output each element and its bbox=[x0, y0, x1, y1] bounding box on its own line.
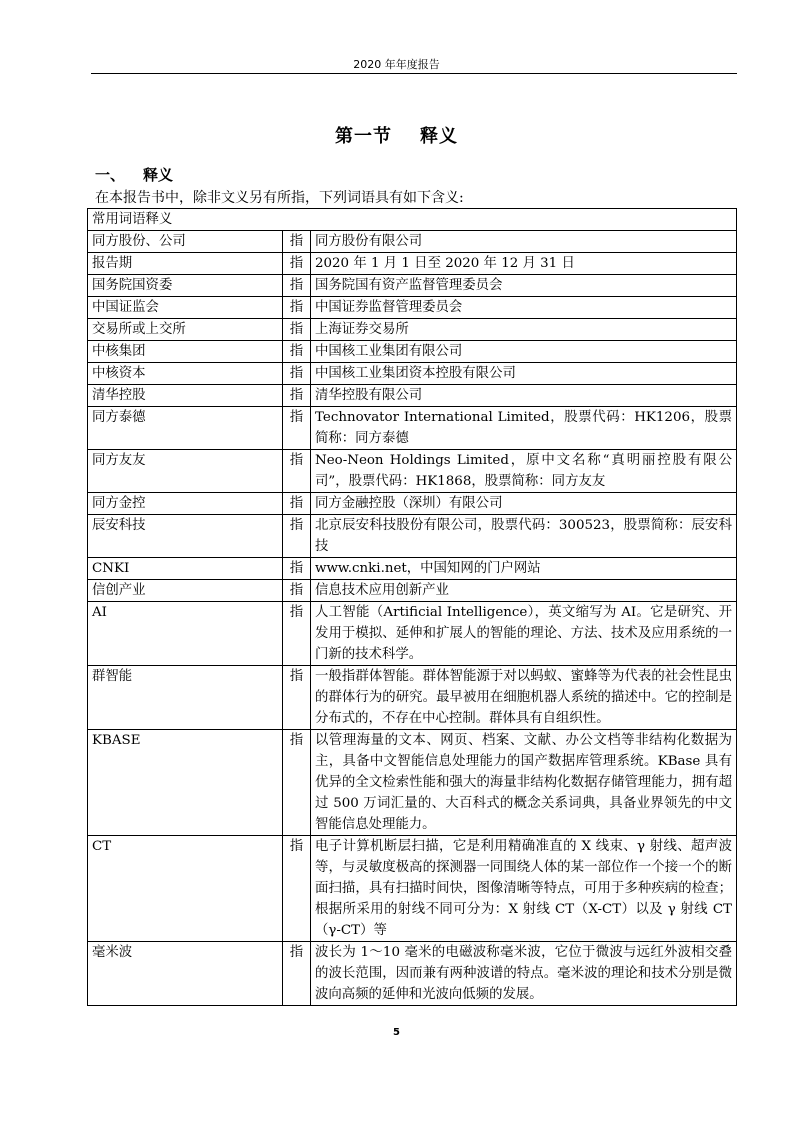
ref-cell: 指 bbox=[283, 558, 311, 580]
table-row bbox=[88, 942, 737, 1006]
table-row bbox=[88, 297, 737, 319]
table-row bbox=[88, 730, 737, 836]
table-row bbox=[88, 836, 737, 942]
table-row bbox=[88, 450, 737, 493]
ref-cell: 指 bbox=[283, 253, 311, 275]
term-cell: 同方金控 bbox=[88, 493, 283, 515]
table-row bbox=[88, 580, 737, 602]
section-name: 释义 bbox=[420, 126, 458, 147]
ref-cell: 指 bbox=[283, 319, 311, 341]
subsection-number: 一、 bbox=[95, 166, 126, 184]
table-row bbox=[88, 231, 737, 253]
ref-cell: 指 bbox=[283, 580, 311, 602]
ref-cell: 指 bbox=[283, 363, 311, 385]
term-cell: KBASE bbox=[88, 730, 283, 836]
term-cell: 群智能 bbox=[88, 666, 283, 730]
term-cell: 同方股份、公司 bbox=[88, 231, 283, 253]
meaning-cell: 2020 年 1 月 1 日至 2020 年 12 月 31 日 bbox=[311, 253, 737, 275]
table-row bbox=[88, 558, 737, 580]
meaning-cell: 中国核工业集团有限公司 bbox=[311, 341, 737, 363]
definitions-table bbox=[87, 208, 737, 1006]
table-row bbox=[88, 385, 737, 407]
section-number: 第一节 bbox=[335, 126, 392, 147]
ref-cell: 指 bbox=[283, 297, 311, 319]
meaning-cell: 波长为 1～10 毫米的电磁波称毫米波，它位于微波与远红外波相交叠的波长范围，因而兼有两种波谱的特点。毫米波的理论和技术分别是微波向高频的延伸和光波向低频的发展。 bbox=[311, 942, 737, 1006]
ref-cell: 指 bbox=[283, 602, 311, 666]
ref-cell: 指 bbox=[283, 515, 311, 558]
meaning-cell: 以管理海量的文本、网页、档案、文献、办公文档等非结构化数据为主，具备中文智能信息处理能力的国产数据库管理系统。KBase 具有优异的全文检索性能和强大的海量非结构化数据存储管理能力，拥有超过 500 万词汇量的、大百科式的概念关系词典，具备业界领先的中文智能信息处理能力。 bbox=[311, 730, 737, 836]
page-header-title: 2020 年年度报告 bbox=[353, 58, 440, 71]
meaning-cell: Technovator International Limited，股票代码：HK1206，股票简称：同方泰德 bbox=[311, 407, 737, 450]
term-cell: 报告期 bbox=[88, 253, 283, 275]
table-row bbox=[88, 602, 737, 666]
meaning-cell: 人工智能（Artificial Intelligence），英文缩写为 AI。它是研究、开发用于模拟、延伸和扩展人的智能的理论、方法、技术及应用系统的一门新的技术科学。 bbox=[311, 602, 737, 666]
meaning-cell: Neo-Neon Holdings Limited，原中文名称“真明丽控股有限公司”，股票代码：HK1868，股票简称：同方友友 bbox=[311, 450, 737, 493]
table-row bbox=[88, 515, 737, 558]
term-cell: 中核集团 bbox=[88, 341, 283, 363]
ref-cell: 指 bbox=[283, 493, 311, 515]
table-row bbox=[88, 275, 737, 297]
meaning-cell: 国务院国有资产监督管理委员会 bbox=[311, 275, 737, 297]
meaning-cell: 电子计算机断层扫描，它是利用精确准直的 X 线束、γ 射线、超声波等，与灵敏度极高的探测器一同围绕人体的某一部位作一个接一个的断面扫描，具有扫描时间快，图像清晰等特点，可用于多种疾病的检查；根据所采用的射线不同可分为：X 射线 CT（X-CT）以及 γ 射线 CT（γ-CT）等 bbox=[311, 836, 737, 942]
meaning-cell: 上海证券交易所 bbox=[311, 319, 737, 341]
page-number: 5 bbox=[393, 1027, 400, 1038]
table-row bbox=[88, 666, 737, 730]
meaning-cell: 同方股份有限公司 bbox=[311, 231, 737, 253]
meaning-cell: 中国证券监督管理委员会 bbox=[311, 297, 737, 319]
ref-cell: 指 bbox=[283, 666, 311, 730]
meaning-cell: 中国核工业集团资本控股有限公司 bbox=[311, 363, 737, 385]
term-cell: 同方泰德 bbox=[88, 407, 283, 450]
meaning-cell: 一般指群体智能。群体智能源于对以蚂蚁、蜜蜂等为代表的社会性昆虫的群体行为的研究。最早被用在细胞机器人系统的描述中。它的控制是分布式的，不存在中心控制。群体具有自组织性。 bbox=[311, 666, 737, 730]
subsection-heading bbox=[95, 164, 173, 185]
term-cell: CNKI bbox=[88, 558, 283, 580]
table-row bbox=[88, 319, 737, 341]
term-cell: 同方友友 bbox=[88, 450, 283, 493]
ref-cell: 指 bbox=[283, 407, 311, 450]
term-cell: 中核资本 bbox=[88, 363, 283, 385]
section-title bbox=[0, 122, 793, 148]
ref-cell: 指 bbox=[283, 450, 311, 493]
meaning-cell: 清华控股有限公司 bbox=[311, 385, 737, 407]
term-cell: AI bbox=[88, 602, 283, 666]
ref-cell: 指 bbox=[283, 231, 311, 253]
ref-cell: 指 bbox=[283, 942, 311, 1006]
term-cell: 信创产业 bbox=[88, 580, 283, 602]
table-row bbox=[88, 341, 737, 363]
term-cell: 毫米波 bbox=[88, 942, 283, 1006]
table-row bbox=[88, 493, 737, 515]
table-row bbox=[88, 407, 737, 450]
ref-cell: 指 bbox=[283, 730, 311, 836]
intro-paragraph: 在本报告书中，除非文义另有所指，下列词语具有如下含义: bbox=[95, 190, 464, 206]
term-cell: CT bbox=[88, 836, 283, 942]
term-cell: 辰安科技 bbox=[88, 515, 283, 558]
meaning-cell: 北京辰安科技股份有限公司，股票代码：300523，股票简称：辰安科技 bbox=[311, 515, 737, 558]
ref-cell: 指 bbox=[283, 275, 311, 297]
subsection-name: 释义 bbox=[143, 166, 174, 184]
table-row bbox=[88, 363, 737, 385]
meaning-cell: 同方金融控股（深圳）有限公司 bbox=[311, 493, 737, 515]
term-cell: 交易所或上交所 bbox=[88, 319, 283, 341]
ref-cell: 指 bbox=[283, 836, 311, 942]
term-cell: 国务院国资委 bbox=[88, 275, 283, 297]
table-row bbox=[88, 253, 737, 275]
header-divider bbox=[91, 73, 737, 74]
table-caption: 常用词语释义 bbox=[88, 209, 737, 231]
meaning-cell: www.cnki.net，中国知网的门户网站 bbox=[311, 558, 737, 580]
table-caption-row bbox=[88, 209, 737, 231]
term-cell: 清华控股 bbox=[88, 385, 283, 407]
meaning-cell: 信息技术应用创新产业 bbox=[311, 580, 737, 602]
ref-cell: 指 bbox=[283, 341, 311, 363]
ref-cell: 指 bbox=[283, 385, 311, 407]
term-cell: 中国证监会 bbox=[88, 297, 283, 319]
